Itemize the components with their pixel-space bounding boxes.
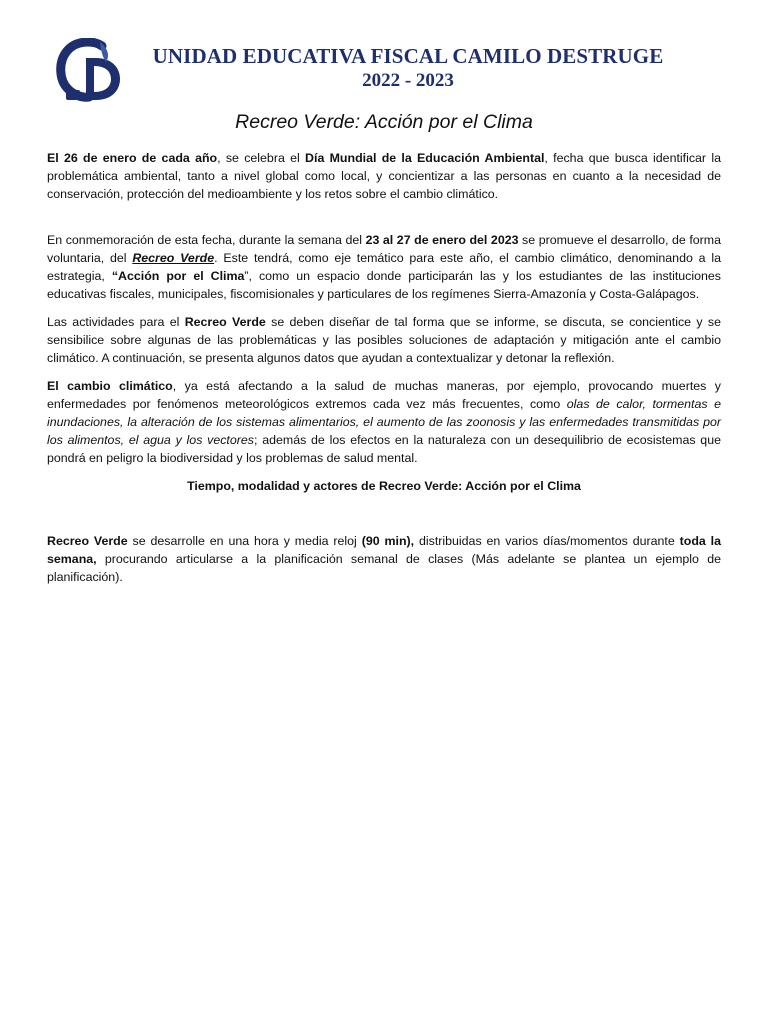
document-title: Recreo Verde: Acción por el Clima	[235, 111, 533, 133]
paragraph-schedule	[47, 532, 721, 586]
text: , fecha que busca identificar la problemática ambiental, tanto a nivel global como local, y concientizar a las personas en cuanto a la necesidad de conservación, protección del medioambiente y los retos sobre el cambio climático.	[47, 151, 721, 201]
school-name: UNIDAD EDUCATIVA FISCAL CAMILO DESTRUGE	[152, 44, 664, 68]
text: ”, como un espacio donde participarán las y los estudiantes de las instituciones educativas fiscales, municipales, fiscomisionales y particulares de los regímenes Sierra-Amazonía y Costa-Galápagos.	[47, 269, 721, 301]
text: Las actividades para el	[47, 315, 185, 329]
text-bold: Recreo Verde	[47, 534, 128, 548]
text-bold: toda la semana,	[47, 534, 721, 566]
text: se desarrolle en una hora y media reloj	[127, 534, 362, 548]
paragraph-climate-change	[47, 377, 721, 467]
text-bold: Recreo Verde	[184, 315, 266, 329]
text-bold: El 26 de enero de cada año	[47, 151, 218, 165]
text: En conmemoración de esta fecha, durante la semana del	[47, 233, 366, 247]
text: , ya está afectando a la salud de muchas maneras, por ejemplo, provocando muertes y enfermedades por fenómenos meteorológicos extremos cada vez más frecuentes, como	[47, 379, 722, 411]
school-years: 2022 - 2023	[362, 70, 454, 91]
paragraph-activities	[47, 313, 721, 367]
paragraph-commemoration	[47, 231, 721, 303]
text-bold: Día Mundial de la Educación Ambiental	[305, 151, 545, 165]
document-header	[118, 44, 698, 94]
document-body	[47, 149, 721, 596]
text: se promueve el desarrollo, de forma voluntaria, del	[47, 233, 721, 265]
text-bold: El cambio climático	[47, 379, 173, 393]
text-bold: ; además de los efectos en la naturaleza con un desequilibrio de ecosistemas que pondrá en peligro la biodiversidad y los problemas de salud mental.	[47, 433, 721, 465]
section-subheading: Tiempo, modalidad y actores de Recreo Verde: Acción por el Clima	[187, 479, 581, 493]
text: distribuidas en varios días/momentos durante	[414, 534, 680, 548]
text: . Este tendrá, como eje temático para este año, el cambio climático, denominando a la estrategia,	[47, 251, 721, 283]
text: se deben diseñar de tal forma que se informe, se discuta, se concientice y se sensibilice sobre algunas de las problemáticas y las posibles soluciones de adaptación y mitigación ante el cambio climático. A continuación, se presenta algunos datos que ayudan a contextualizar y detonar la reflexión.	[47, 315, 721, 365]
paragraph-intro	[47, 149, 721, 203]
text-italic: olas de calor, tormentas e inundaciones, la alteración de los sistemas alimentarios, el aumento de las zoonosis y las enfermedades transmitidas por los alimentos, el agua y los vectores	[47, 397, 721, 447]
text: procurando articularse a la planificación semanal de clases (Más adelante se plantea un ejemplo de planificación).	[47, 552, 721, 584]
text-bold: “Acción por el Clima	[111, 269, 245, 283]
text-bold: (90 min),	[361, 534, 415, 548]
text: , se celebra el	[217, 151, 306, 165]
school-logo	[56, 38, 122, 104]
text-bold-underline: Recreo Verde	[132, 251, 215, 265]
text-bold: 23 al 27 de enero del 2023	[365, 233, 519, 247]
